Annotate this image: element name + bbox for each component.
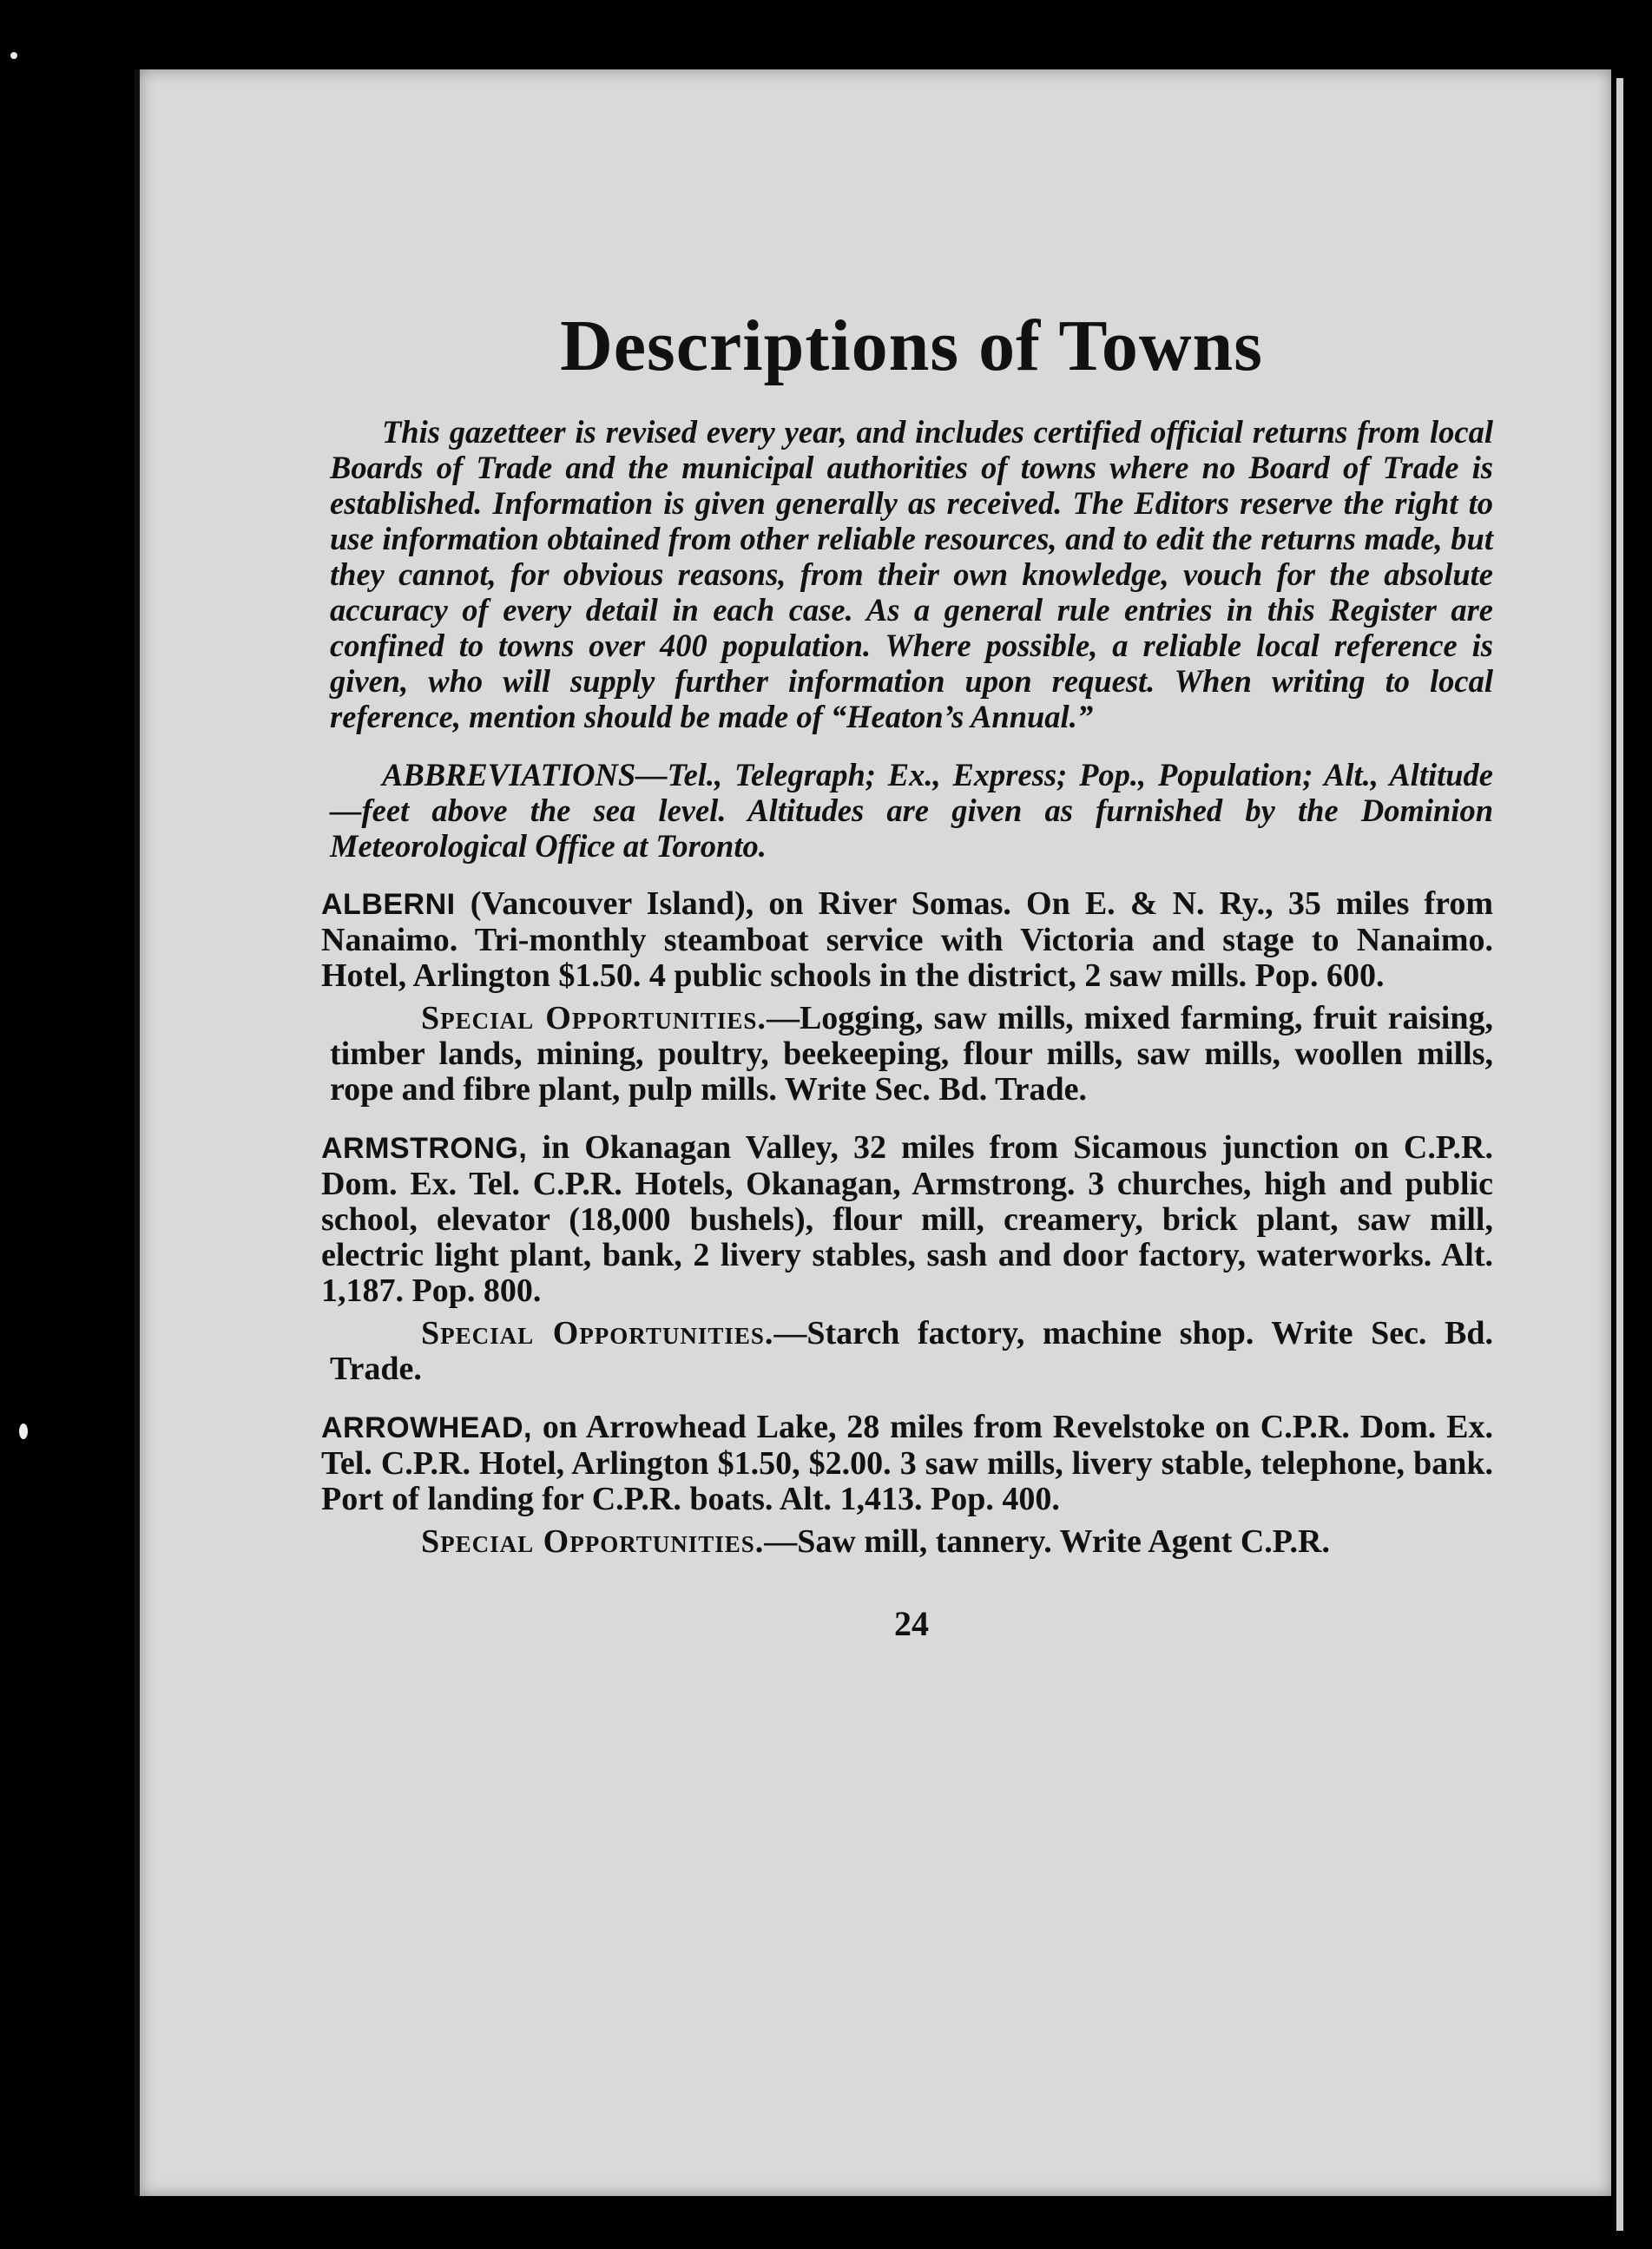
special-opportunities-label: Special Opportunities. (421, 1523, 765, 1560)
intro-paragraph: This gazetteer is revised every year, and includes certified official returns from local Boards of Trade and the municipal authorities of towns where no Board of Trade is established. Information is given generally as received. The Editors reserve the right to use information obtained from other reliable resources, and to edit the returns made, but they cannot, for obvious reasons, from their own knowledge, vouch for the absolute accuracy of every detail in each case. As a general rule entries in this Register are confined to towns over 400 population. Where possible, a reliable local reference is given, who will supply further information upon request. When writing to local reference, mention should be made of “Heaton’s Annual.” (330, 414, 1493, 734)
special-opportunities-text: —Starch factory, machine shop. Write Sec. Bd. Trade. (330, 1315, 1493, 1387)
special-opportunities (330, 1001, 1493, 1108)
special-opportunities-text: —Logging, saw mills, mixed farming, fruit raising, timber lands, mining, poultry, beekeeping, flour mills, saw mills, woollen mills, rope and fibre plant, pulp mills. Write Sec. Bd. Trade. (330, 1000, 1493, 1108)
town-description: on Arrowhead Lake, 28 miles from Revelstoke on C.P.R. Dom. Ex. Tel. C.P.R. Hotel, Arlington $1.50, $2.00. 3 saw mills, livery stable, telephone, bank. Port of landing for C.P.R. boats. Alt. 1,413. Pop. 400. (321, 1409, 1493, 1517)
special-opportunities (330, 1524, 1493, 1560)
next-page-edge (1616, 78, 1623, 2231)
special-opportunities-text: —Saw mill, tannery. Write Agent C.P.R. (764, 1523, 1330, 1560)
page-title: Descriptions of Towns (560, 306, 1263, 386)
scan-speck (10, 52, 17, 59)
town-entry-text (321, 1130, 1493, 1309)
town-name: ALBERNI (321, 888, 456, 921)
town-entry-text (321, 1410, 1493, 1517)
special-opportunities-label: Special Opportunities. (421, 1000, 767, 1036)
page-content (321, 304, 1493, 1644)
abbreviations-paragraph: ABBREVIATIONS—Tel., Telegraph; Ex., Express; Pop., Population; Alt., Altitude—feet above the sea level. Altitudes are given as furnished by the Dominion Meteorological Office at Toronto. (330, 757, 1493, 864)
town-name: ARMSTRONG, (321, 1132, 528, 1165)
special-opportunities (330, 1316, 1493, 1387)
town-description: in Okanagan Valley, 32 miles from Sicamous junction on C.P.R. Dom. Ex. Tel. C.P.R. Hotels, Okanagan, Armstrong. 3 churches, high and public school, elevator (18,000 bushels), flour mill, creamery, brick plant, saw mill, electric light plant, bank, 2 livery stables, sash and door factory, waterworks. Alt. 1,187. Pop. 800. (321, 1129, 1493, 1309)
scan-speck (19, 1424, 28, 1439)
town-name: ARROWHEAD, (321, 1411, 532, 1444)
town-entry-armstrong (321, 1129, 1493, 1387)
town-entry-text (321, 886, 1493, 994)
town-entry-alberni (321, 885, 1493, 1108)
town-entry-arrowhead (321, 1409, 1493, 1560)
special-opportunities-label: Special Opportunities. (421, 1315, 774, 1351)
town-description: (Vancouver Island), on River Somas. On E. & N. Ry., 35 miles from Nanaimo. Tri-monthly steamboat service with Victoria and stage to Nanaimo. Hotel, Arlington $1.50. 4 public schools in the district, 2 saw mills. Pop. 600. (321, 885, 1493, 994)
page-number: 24 (894, 1604, 929, 1643)
